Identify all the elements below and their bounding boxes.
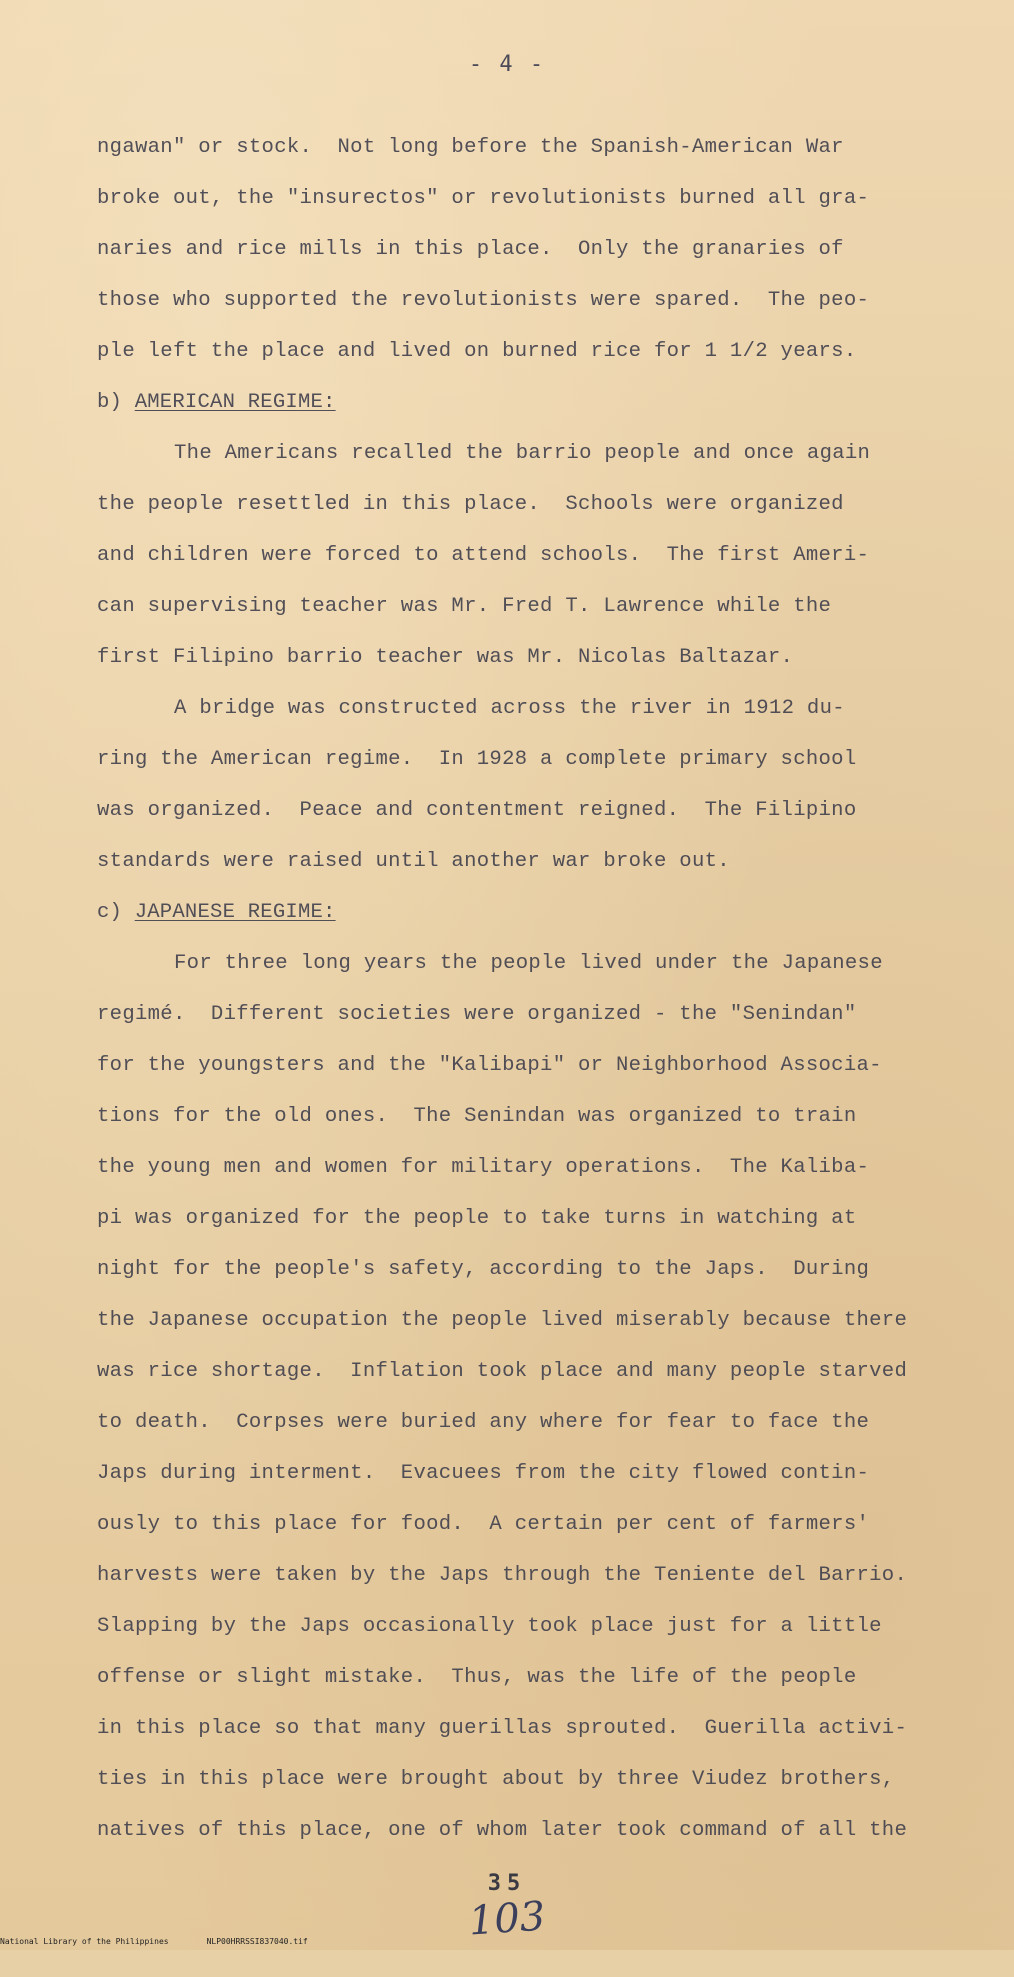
page-number: - 4 - xyxy=(468,52,546,77)
text-line: standards were raised until another war broke out. xyxy=(97,850,730,873)
text-line: ngawan" or stock. Not long before the Spanish-American War xyxy=(97,136,844,159)
text-line: naries and rice mills in this place. Only the granaries of xyxy=(97,238,844,261)
handwritten-page-number: 103 xyxy=(467,1893,547,1945)
section-heading-japanese-regime xyxy=(97,887,937,938)
stamped-page-number: 35 xyxy=(487,1871,527,1896)
text-line: ties in this place were brought about by three Viudez brothers, xyxy=(97,1768,895,1791)
text-line: tions for the old ones. The Senindan was organized to train xyxy=(97,1105,857,1128)
text-line: night for the people's safety, according to the Japs. During xyxy=(97,1258,870,1281)
text-line: was rice shortage. Inflation took place and many people starved xyxy=(97,1360,908,1383)
paragraph-first-line: For three long years the people lived under the Japanese xyxy=(174,952,883,975)
text-line: ple left the place and lived on burned rice for 1 1/2 years. xyxy=(97,340,857,363)
text-line: broke out, the "insurectos" or revolutionists burned all gra- xyxy=(97,187,870,210)
text-line: pi was organized for the people to take turns in watching at xyxy=(97,1207,857,1230)
text-line: Japs during interment. Evacuees from the city flowed contin- xyxy=(97,1462,870,1485)
section-heading-marker: c) xyxy=(97,901,135,924)
text-line: the young men and women for military operations. The Kaliba- xyxy=(97,1156,870,1179)
document-body xyxy=(97,122,937,1856)
text-line: for the youngsters and the "Kalibapi" or Neighborhood Associa- xyxy=(97,1054,882,1077)
text-line: and children were forced to attend schools. The first Ameri- xyxy=(97,544,870,567)
text-line: the people resettled in this place. Schools were organized xyxy=(97,493,844,516)
paragraph-first-line: A bridge was constructed across the river in 1912 du- xyxy=(174,697,845,720)
section-heading-label: AMERICAN REGIME: xyxy=(134,391,336,414)
section-heading-label: JAPANESE REGIME: xyxy=(134,901,336,924)
text-line: can supervising teacher was Mr. Fred T. Lawrence while the xyxy=(97,595,832,618)
text-line: ring the American regime. In 1928 a complete primary school xyxy=(97,748,857,771)
footer-filename: NLP00HRRSSI837040.tif xyxy=(206,1937,308,1946)
text-line: natives of this place, one of whom later took command of all the xyxy=(97,1819,908,1842)
section-heading-marker: b) xyxy=(97,391,135,414)
text-line: offense or slight mistake. Thus, was the life of the people xyxy=(97,1666,857,1689)
scan-footer xyxy=(0,1937,346,1946)
text-line: in this place so that many guerillas sprouted. Guerilla activi- xyxy=(97,1717,908,1740)
text-line: harvests were taken by the Japs through the Teniente del Barrio. xyxy=(97,1564,908,1587)
text-line: regimé. Different societies were organized - the "Senindan" xyxy=(97,1003,857,1026)
text-line: those who supported the revolutionists were spared. The peo- xyxy=(97,289,870,312)
text-line: Slapping by the Japs occasionally took place just for a little xyxy=(97,1615,882,1638)
text-line: was organized. Peace and contentment reigned. The Filipino xyxy=(97,799,857,822)
text-line: first Filipino barrio teacher was Mr. Nicolas Baltazar. xyxy=(97,646,794,669)
footer-institution: National Library of the Philippines xyxy=(0,1937,169,1946)
text-line: to death. Corpses were buried any where for fear to face the xyxy=(97,1411,870,1434)
text-line: ously to this place for food. A certain per cent of farmers' xyxy=(97,1513,870,1536)
text-line: the Japanese occupation the people lived miserably because there xyxy=(97,1309,908,1332)
section-heading-american-regime xyxy=(97,377,937,428)
paragraph-first-line: The Americans recalled the barrio people and once again xyxy=(174,442,871,465)
